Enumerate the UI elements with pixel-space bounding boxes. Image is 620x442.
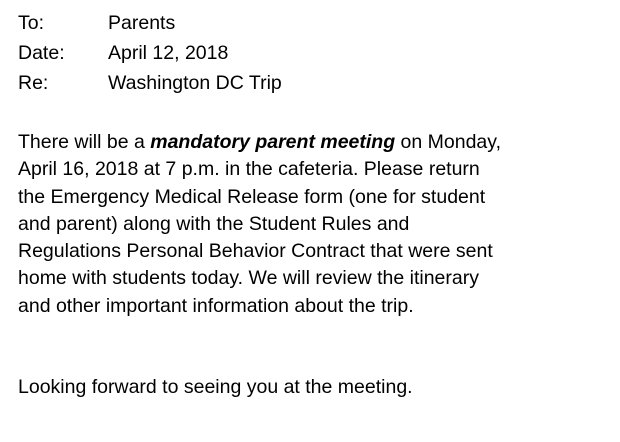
- body-line-1-end: on Monday,: [395, 131, 501, 153]
- body-line-2: April 16, 2018 at 7 p.m. in the cafeteria. Please return: [18, 158, 480, 181]
- memo-to-row: [18, 8, 282, 38]
- memo-header: [18, 8, 282, 98]
- memo-date-value: April 12, 2018: [108, 42, 229, 64]
- memo-date-label: Date:: [18, 42, 65, 64]
- memo-body-paragraph: [18, 129, 608, 320]
- memo-re-label: Re:: [18, 72, 49, 94]
- memo-re-value: Washington DC Trip: [108, 72, 282, 94]
- body-line-4: and parent) along with the Student Rules and: [18, 212, 410, 235]
- memo-re-row: [18, 68, 282, 98]
- memo-to-value: Parents: [108, 12, 176, 34]
- body-line-1-start: There will be a: [18, 131, 151, 153]
- body-line-3: the Emergency Medical Release form (one for student: [18, 185, 486, 208]
- memo-to-label: To:: [18, 12, 45, 34]
- mandatory-meeting-emphasis: mandatory parent meeting: [150, 131, 396, 153]
- body-line-7: and other important information about the trip.: [18, 294, 414, 317]
- body-line-5: Regulations Personal Behavior Contract that were sent: [18, 240, 493, 263]
- body-line-6: home with students today. We will review the itinerary: [18, 267, 479, 290]
- body-line-1: [18, 131, 501, 153]
- memo-date-row: [18, 38, 282, 68]
- memo-closing: Looking forward to seeing you at the meeting.: [18, 376, 413, 398]
